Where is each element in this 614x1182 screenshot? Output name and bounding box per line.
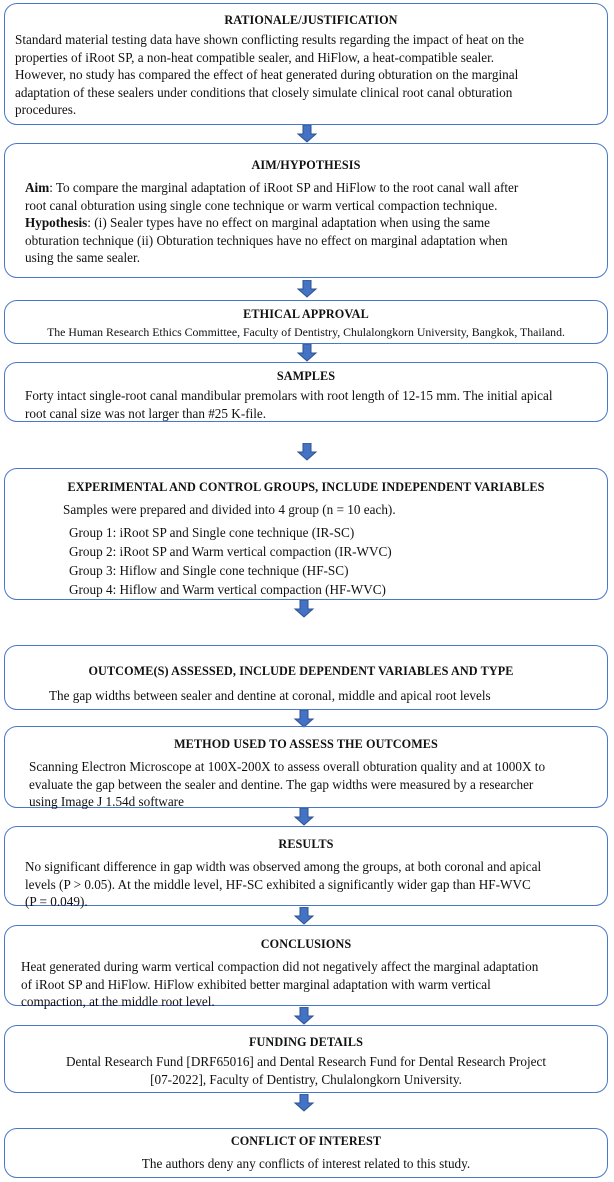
- rationale-line: adaptation of these sealers under conditions that closely simulate clinical root canal obturation: [15, 84, 513, 100]
- aim-box: [4, 143, 608, 278]
- outcome-box: [4, 645, 608, 710]
- conclusions-line: Heat generated during warm vertical compaction did not negatively affect the marginal adaptation: [21, 959, 539, 974]
- funding-box: [4, 1025, 608, 1093]
- rationale-line: Standard material testing data have shown conflicting results regarding the impact of heat on the: [15, 32, 525, 47]
- outcome-title: OUTCOME(S) ASSESSED, INCLUDE DEPENDENT VARIABLES AND TYPE: [88, 664, 514, 678]
- outcome-line: The gap widths between sealer and dentine at coronal, middle and apical root levels: [49, 688, 491, 703]
- funding-title: FUNDING DETAILS: [248, 1035, 364, 1049]
- aim-statement: [25, 179, 607, 197]
- samples-box: [4, 362, 608, 422]
- arrow-down-icon: [293, 907, 315, 925]
- rationale-line: properties of iRoot SP, a non-heat compatible sealer, and HiFlow, a heat-compatible sealer.: [15, 49, 495, 65]
- rationale-line: procedures.: [15, 102, 77, 117]
- group-item: Group 3: Hiflow and Single cone technique (HF-SC): [69, 562, 349, 578]
- samples-title: SAMPLES: [276, 369, 336, 383]
- arrow-down-icon: [293, 600, 315, 618]
- arrow-down-icon: [296, 125, 318, 143]
- ethical-title: ETHICAL APPROVAL: [243, 307, 369, 321]
- conclusions-box: [4, 925, 608, 1009]
- hypothesis-statement: [25, 214, 607, 232]
- arrow-down-icon: [296, 344, 318, 362]
- group-item: Group 4: Hiflow and Warm vertical compaction (HF-WVC): [69, 581, 386, 597]
- conflict-line: The authors deny any conflicts of interest related to this study.: [141, 1156, 471, 1171]
- hypothesis-text: : (i) Sealer types have no effect on marginal adaptation when using the same: [87, 215, 490, 230]
- aim-text: : To compare the marginal adaptation of iRoot SP and HiFlow to the root canal wall after: [49, 180, 519, 195]
- conflict-box: [4, 1128, 608, 1178]
- conclusions-line: compaction, at the middle root level.: [21, 994, 215, 1009]
- aim-title: AIM/HYPOTHESIS: [251, 158, 361, 172]
- arrow-down-icon: [296, 443, 318, 461]
- results-line: No significant difference in gap width was observed among the groups, at both coronal and apical: [25, 859, 542, 874]
- results-line: (P = 0.049).: [25, 894, 88, 909]
- arrow-down-icon: [296, 280, 318, 298]
- funding-line: Dental Research Fund [DRF65016] and Dental Research Fund for Dental Research Project: [65, 1054, 547, 1069]
- method-line: using Image J 1.54d software: [29, 794, 184, 809]
- rationale-line: However, no study has compared the effect of heat generated during obturation on the marginal: [15, 67, 519, 82]
- aim-line: root canal obturation using single cone technique or warm vertical compaction technique.: [25, 197, 498, 213]
- rationale-box: [4, 3, 608, 125]
- method-line: Scanning Electron Microscope at 100X-200X to assess overall obturation quality and at 1000X to: [29, 759, 546, 774]
- conflict-title: CONFLICT OF INTEREST: [230, 1134, 382, 1148]
- ethical-box: [4, 300, 608, 344]
- hypothesis-label: Hypothesis: [25, 215, 88, 230]
- aim-line: obturation technique (ii) Obturation techniques have no effect on marginal adaptation when: [25, 232, 508, 248]
- aim-label: Aim: [25, 180, 50, 195]
- aim-line: using the same sealer.: [25, 250, 140, 265]
- conclusions-line: of iRoot SP and HiFlow. HiFlow exhibited better marginal adaptation with warm vertical: [21, 976, 491, 992]
- method-title: METHOD USED TO ASSESS THE OUTCOMES: [174, 737, 438, 751]
- ethical-line: The Human Research Ethics Committee, Faculty of Dentistry, Chulalongkorn University, Bangkok, Thailand.: [47, 325, 565, 339]
- groups-title: EXPERIMENTAL AND CONTROL GROUPS, INCLUDE INDEPENDENT VARIABLES: [67, 480, 545, 494]
- arrow-down-icon: [293, 1007, 315, 1025]
- method-box: [4, 726, 608, 808]
- group-item: Group 1: iRoot SP and Single cone technique (IR-SC): [69, 524, 355, 540]
- rationale-title: RATIONALE/JUSTIFICATION: [224, 13, 398, 27]
- groups-intro: Samples were prepared and divided into 4 group (n = 10 each).: [63, 502, 396, 517]
- method-line: evaluate the gap between the sealer and dentine. The gap widths were measured by a researcher: [29, 776, 534, 792]
- results-box: [4, 826, 608, 909]
- groups-box: [4, 468, 608, 600]
- funding-line: [07-2022], Faculty of Dentistry, Chulalongkorn University.: [150, 1071, 462, 1087]
- results-title: RESULTS: [278, 837, 334, 851]
- results-line: levels (P > 0.05). At the middle level, HF-SC exhibited a significantly wider gap than HF-WVC: [25, 876, 531, 892]
- arrow-down-icon: [293, 808, 315, 826]
- conclusions-title: CONCLUSIONS: [260, 937, 352, 951]
- group-item: Group 2: iRoot SP and Warm vertical compaction (IR-WVC): [69, 543, 392, 559]
- samples-line: root canal size was not larger than #25 K-file.: [25, 405, 267, 421]
- samples-line: Forty intact single-root canal mandibular premolars with root length of 12-15 mm. The initial apical: [25, 388, 553, 403]
- arrow-down-icon: [293, 1094, 315, 1112]
